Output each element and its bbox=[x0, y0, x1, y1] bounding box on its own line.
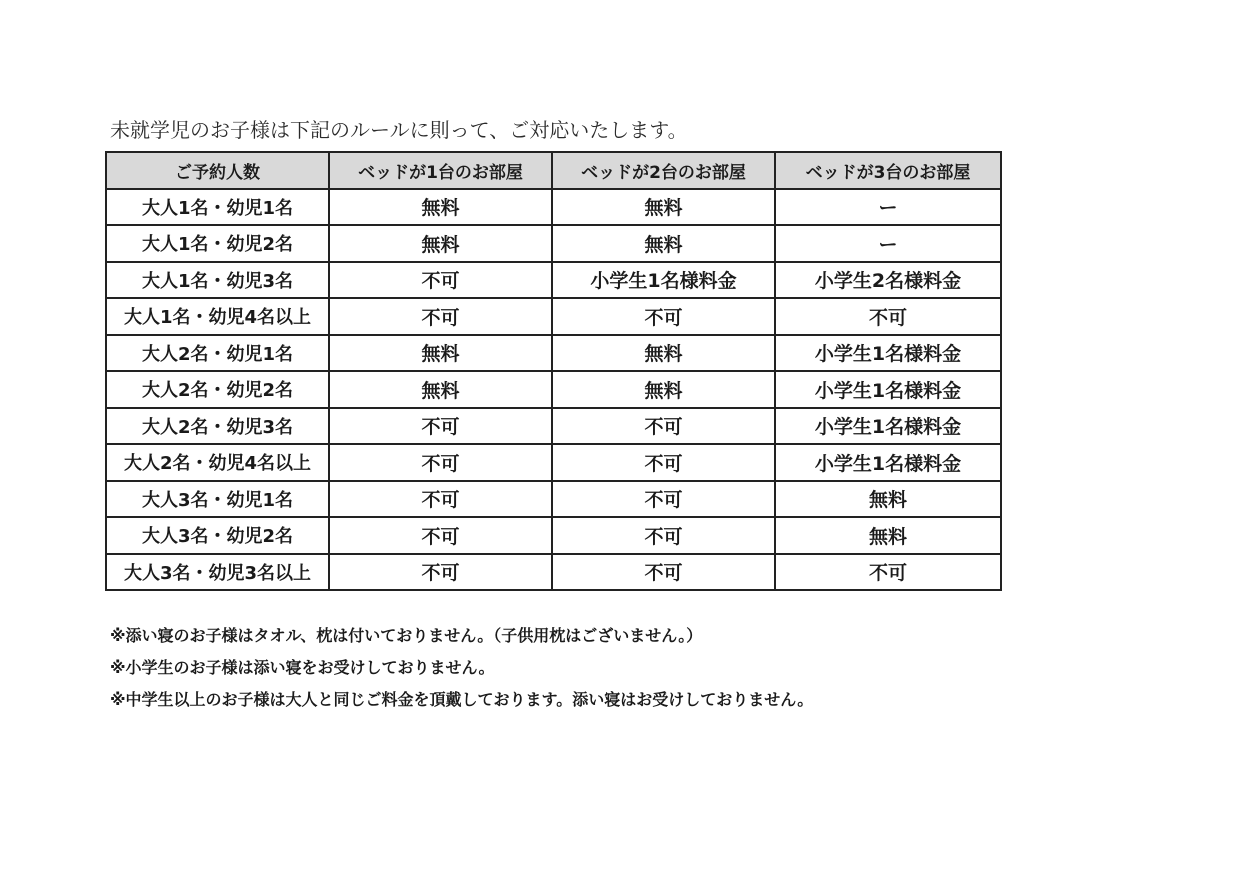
cell-one-bed: 無料 bbox=[329, 225, 552, 262]
cell-three-bed: ー bbox=[775, 189, 1001, 226]
row-label: 大人3名・幼児3名以上 bbox=[106, 554, 329, 591]
row-label: 大人1名・幼児2名 bbox=[106, 225, 329, 262]
cell-three-bed: ー bbox=[775, 225, 1001, 262]
row-label: 大人2名・幼児2名 bbox=[106, 371, 329, 408]
table-row bbox=[106, 444, 1001, 481]
cell-one-bed: 不可 bbox=[329, 517, 552, 554]
cell-two-bed: 不可 bbox=[552, 481, 775, 518]
cell-three-bed: 不可 bbox=[775, 298, 1001, 335]
cell-two-bed: 不可 bbox=[552, 517, 775, 554]
cell-two-bed: 不可 bbox=[552, 408, 775, 445]
table-row bbox=[106, 298, 1001, 335]
cell-one-bed: 無料 bbox=[329, 335, 552, 372]
table-row bbox=[106, 225, 1001, 262]
table-row bbox=[106, 262, 1001, 299]
header-reservation-count: ご予約人数 bbox=[106, 152, 329, 189]
table-row bbox=[106, 189, 1001, 226]
cell-three-bed: 無料 bbox=[775, 517, 1001, 554]
cell-two-bed: 無料 bbox=[552, 225, 775, 262]
cell-two-bed: 不可 bbox=[552, 444, 775, 481]
cell-two-bed: 小学生1名様料金 bbox=[552, 262, 775, 299]
cell-one-bed: 不可 bbox=[329, 408, 552, 445]
children-policy-table bbox=[105, 151, 1002, 591]
cell-three-bed: 小学生1名様料金 bbox=[775, 371, 1001, 408]
cell-two-bed: 無料 bbox=[552, 371, 775, 408]
notes-section bbox=[110, 620, 813, 716]
row-label: 大人1名・幼児1名 bbox=[106, 189, 329, 226]
cell-three-bed: 小学生2名様料金 bbox=[775, 262, 1001, 299]
note-elementary-cosleeping: ※小学生のお子様は添い寝をお受けしておりません。 bbox=[110, 658, 495, 677]
cell-one-bed: 不可 bbox=[329, 481, 552, 518]
cell-three-bed: 小学生1名様料金 bbox=[775, 335, 1001, 372]
cell-three-bed: 無料 bbox=[775, 481, 1001, 518]
cell-three-bed: 小学生1名様料金 bbox=[775, 444, 1001, 481]
row-label: 大人3名・幼児1名 bbox=[106, 481, 329, 518]
header-one-bed-room: ベッドが1台のお部屋 bbox=[329, 152, 552, 189]
cell-one-bed: 不可 bbox=[329, 554, 552, 591]
cell-one-bed: 不可 bbox=[329, 444, 552, 481]
cell-two-bed: 無料 bbox=[552, 335, 775, 372]
cell-two-bed: 無料 bbox=[552, 189, 775, 226]
table-row bbox=[106, 371, 1001, 408]
cell-two-bed: 不可 bbox=[552, 554, 775, 591]
cell-three-bed: 小学生1名様料金 bbox=[775, 408, 1001, 445]
table-row bbox=[106, 554, 1001, 591]
cell-one-bed: 無料 bbox=[329, 371, 552, 408]
note-towel-pillow: ※添い寝のお子様はタオル、枕は付いておりません。（子供用枕はございません。） bbox=[110, 626, 703, 645]
cell-two-bed: 不可 bbox=[552, 298, 775, 335]
row-label: 大人2名・幼児1名 bbox=[106, 335, 329, 372]
header-two-bed-room: ベッドが2台のお部屋 bbox=[552, 152, 775, 189]
table-row bbox=[106, 335, 1001, 372]
cell-one-bed: 無料 bbox=[329, 189, 552, 226]
row-label: 大人2名・幼児3名 bbox=[106, 408, 329, 445]
table-row bbox=[106, 517, 1001, 554]
table-row bbox=[106, 408, 1001, 445]
row-label: 大人3名・幼児2名 bbox=[106, 517, 329, 554]
table-row bbox=[106, 481, 1001, 518]
table-header-row bbox=[106, 152, 1001, 189]
cell-one-bed: 不可 bbox=[329, 262, 552, 299]
row-label: 大人1名・幼児3名 bbox=[106, 262, 329, 299]
row-label: 大人2名・幼児4名以上 bbox=[106, 444, 329, 481]
cell-one-bed: 不可 bbox=[329, 298, 552, 335]
note-junior-high-pricing: ※中学生以上のお子様は大人と同じご料金を頂戴しております。添い寝はお受けしておりません。 bbox=[110, 690, 814, 709]
intro-text: 未就学児のお子様は下記のルールに則って、ご対応いたします。 bbox=[110, 118, 688, 142]
header-three-bed-room: ベッドが3台のお部屋 bbox=[775, 152, 1001, 189]
row-label: 大人1名・幼児4名以上 bbox=[106, 298, 329, 335]
cell-three-bed: 不可 bbox=[775, 554, 1001, 591]
